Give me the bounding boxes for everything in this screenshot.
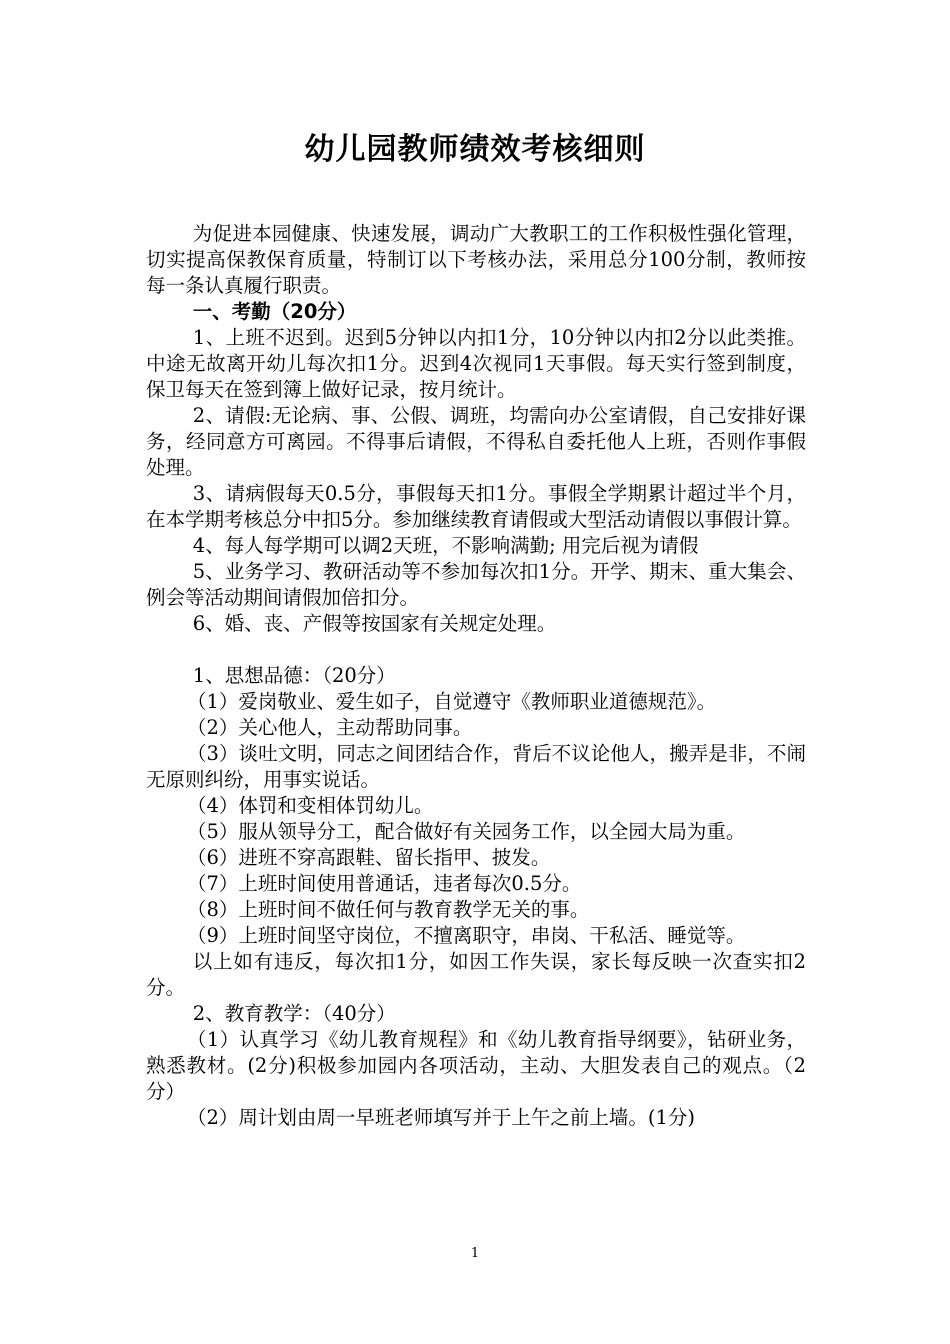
section-heading-ethics: 1、思想品德：（20分） — [192, 664, 396, 687]
ethics-item: （1）爱岗敬业、爱生如子，自觉遵守《教师职业道德规范》。 — [186, 690, 717, 713]
attendance-item: 3、请病假每天0.5分，事假每天扣1分。事假全学期累计超过半个月，在本学期考核总分中扣5分。参加继续教育请假或大型活动请假以事假计算。 — [146, 482, 806, 531]
attendance-item: 1、上班不迟到。迟到5分钟以内扣1分，10分钟以内扣2分以此类推。中途无故离开幼儿每次扣1分。迟到4次视同1天事假。每天实行签到制度，保卫每天在签到簿上做好记录，按月统计。 — [146, 326, 806, 401]
attendance-item: 2、请假:无论病、事、公假、调班，均需向办公室请假，自己安排好课务，经同意方可离园。不得事后请假，不得私自委托他人上班，否则作事假处理。 — [146, 404, 806, 479]
ethics-note: 以上如有违反，每次扣1分，如因工作失误，家长每反映一次查实扣2分。 — [146, 950, 806, 999]
document-title: 幼儿园教师绩效考核细则 — [304, 132, 646, 167]
ethics-item: （4）体罚和变相体罚幼儿。 — [186, 794, 434, 817]
document-body — [146, 221, 806, 1131]
attendance-item: 6、婚、丧、产假等按国家有关规定处理。 — [192, 612, 557, 635]
intro-paragraph: 为促进本园健康、快速发展，调动广大教职工的工作积极性强化管理，切实提高保教保育质量，特制订以下考核办法，采用总分100分制，教师按每一条认真履行职责。 — [146, 222, 806, 297]
ethics-item: （3）谈吐文明，同志之间团结合作，背后不议论他人，搬弄是非，不闹无原则纠纷，用事实说话。 — [146, 742, 806, 791]
attendance-item: 5、业务学习、教研活动等不参加每次扣1分。开学、期末、重大集会、例会等活动期间请假加倍扣分。 — [146, 560, 806, 609]
page-number: 1 — [470, 1246, 480, 1261]
teaching-item: （1）认真学习《幼儿教育规程》和《幼儿教育指导纲要》，钻研业务，熟悉教材。(2分)积极参加园内各项活动，主动、大胆发表自己的观点。（2分） — [146, 1028, 806, 1103]
teaching-item: （2）周计划由周一早班老师填写并于上午之前上墙。(1分) — [186, 1106, 695, 1129]
ethics-item: （7）上班时间使用普通话，违者每次0.5分。 — [186, 872, 582, 895]
ethics-item: （9）上班时间坚守岗位，不擅离职守，串岗、干私活、睡觉等。 — [186, 924, 746, 947]
section-heading-attendance: 一、考勤（20分） — [192, 300, 357, 323]
paragraph-spacer — [146, 637, 806, 663]
ethics-item: （2）关心他人，主动帮助同事。 — [186, 716, 473, 739]
ethics-item: （5）服从领导分工，配合做好有关园务工作，以全园大局为重。 — [186, 820, 746, 843]
section-heading-teaching: 2、教育教学：（40分） — [192, 1002, 396, 1025]
ethics-item: （6）进班不穿高跟鞋、留长指甲、披发。 — [186, 846, 551, 869]
ethics-item: （8）上班时间不做任何与教育教学无关的事。 — [186, 898, 590, 921]
attendance-item: 4、每人每学期可以调2天班，不影响满勤; 用完后视为请假 — [192, 534, 699, 557]
